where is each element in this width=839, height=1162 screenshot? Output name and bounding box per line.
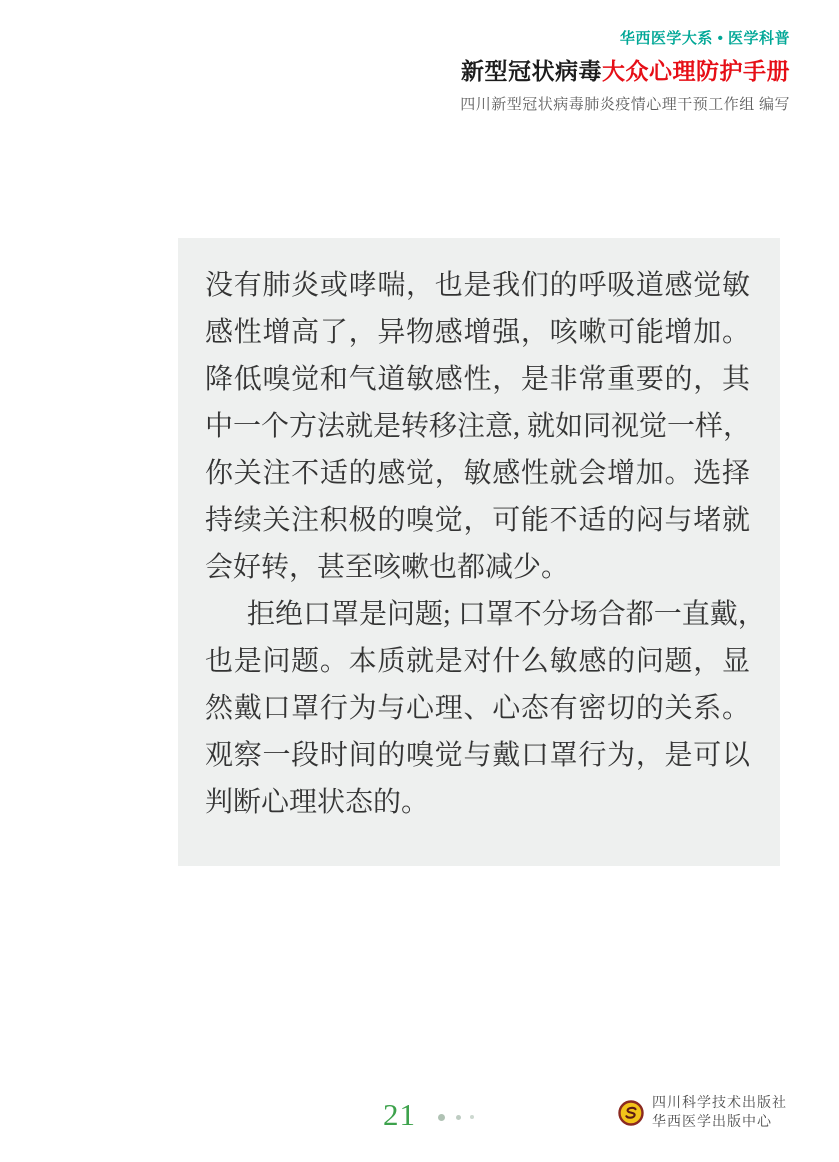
book-title-black: 新型冠状病毒: [461, 58, 602, 84]
dot-icon: [438, 1114, 445, 1121]
page-number: 21: [383, 1097, 416, 1132]
text-line: 也是问题。本质就是对什么敏感的问题，显: [205, 646, 750, 677]
text-line: 没有肺炎或哮喘，也是我们的呼吸道感觉敏: [205, 270, 750, 301]
content-panel: [178, 238, 780, 866]
text-line: 会好转，甚至咳嗽也都减少。: [205, 552, 570, 583]
footer-pagination: [383, 1097, 474, 1133]
publisher-line2: 华西医学出版中心: [652, 1115, 772, 1130]
text-line: 降低嗅觉和气道敏感性，是非常重要的，其: [205, 364, 750, 395]
series-label: 华西医学大系 • 医学科普: [619, 30, 790, 47]
text-line: 拒绝口罩是问题; 口罩不分场合都一直戴，: [247, 599, 766, 630]
text-line: 然戴口罩行为与心理、心态有密切的关系。: [205, 693, 750, 724]
publisher-colophon: [618, 1094, 787, 1132]
book-title-red: 大众心理防护手册: [602, 58, 790, 84]
text-line: 判断心理状态的。: [205, 787, 430, 818]
paragraph-2: [205, 591, 766, 826]
paragraph-1: [205, 262, 750, 591]
dot-icon: [470, 1115, 474, 1119]
text-line: 感性增高了，异物感增强，咳嗽可能增加。: [205, 317, 750, 348]
text-line: 观察一段时间的嗅觉与戴口罩行为，是可以: [205, 740, 750, 771]
byline: 四川新型冠状病毒肺炎疫情心理干预工作组 编写: [460, 97, 790, 113]
text-line: 持续关注积极的嗅觉，可能不适的闷与堵就: [205, 505, 750, 536]
publisher-line1: 四川科学技术出版社: [652, 1096, 787, 1111]
pagination-dots-icon: [438, 1114, 474, 1121]
publisher-text: [652, 1094, 787, 1132]
book-title: [460, 53, 790, 86]
dot-icon: [456, 1115, 461, 1120]
text-line: 你关注不适的感觉，敏感性就会增加。选择: [205, 458, 750, 489]
page-header: [460, 27, 790, 114]
publisher-seal-icon: [618, 1100, 644, 1126]
text-line: 中一个方法就是转移注意, 就如同视觉一样，: [205, 411, 752, 442]
